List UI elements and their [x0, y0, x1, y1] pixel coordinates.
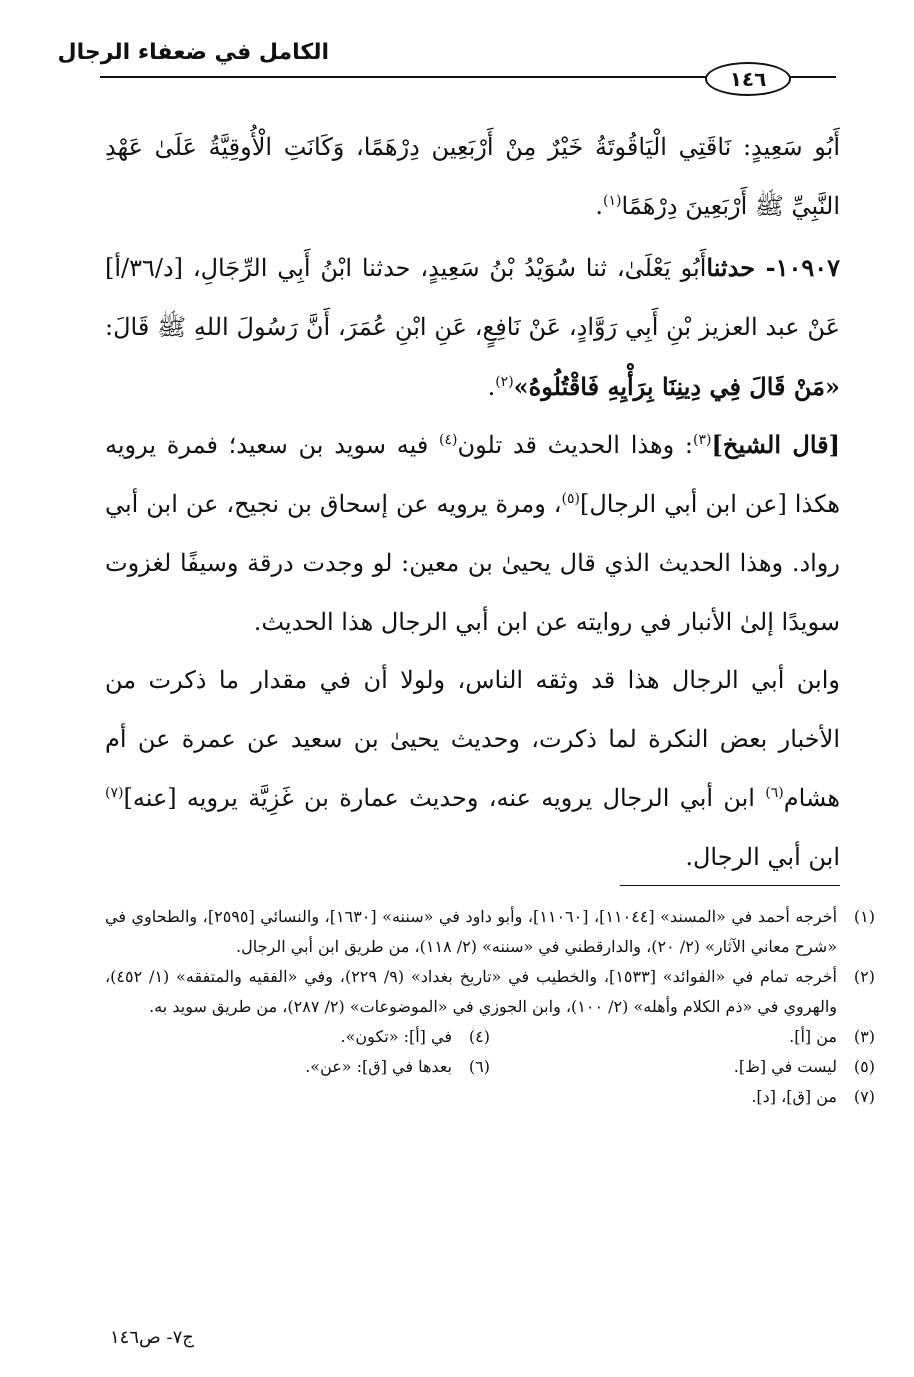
footnote-ref-6[interactable]: (٦): [765, 785, 784, 801]
paragraph-4-text-a: وابن أبي الرجال هذا قد وثقه الناس، ولولا أن في مقدار ما ذكرت من الأخبار بعض النكرة لما ذكرت، وحديث يحيىٰ بن سعيد عن عمرة عن أم هشام: [105, 666, 841, 812]
paragraph-3-text-a: : وهذا الحديث قد تلون: [457, 431, 694, 459]
paragraph-3-text-b: فيه سويد بن سعيد؛ فمرة يرويه هكذا [عن ابن أبي الرجال]: [105, 431, 840, 518]
paragraph-2-end: .: [487, 373, 496, 401]
footnote-ref-4[interactable]: (٤): [439, 432, 458, 448]
paragraph-2-text: أَبُو يَعْلَىٰ، ثنا سُوَيْدُ بْنُ سَعِيدٍ، حدثنا ابْنُ أَبِي الرِّجَالِ، [د/٣٦/أ] عَنْ عبد العزيز بْنِ أَبِي رَوَّادٍ، عَنْ نَافِعٍ، عَنِ ابْنِ عُمَرَ، أَنَّ رَسُولَ اللهِ ﷺ قَالَ:: [105, 254, 840, 341]
paragraph-4-text-c: ابن أبي الرجال.: [685, 843, 840, 871]
running-title: الكامل في ضعفاء الرجال: [57, 40, 329, 65]
footnote-text: ليست في [ظ].: [733, 1057, 837, 1076]
footnote-number: (٦): [468, 1057, 490, 1076]
footnote-ref-7[interactable]: (٧): [105, 785, 124, 801]
footnote-text: من [أ].: [789, 1027, 837, 1046]
footnote-number: (٤): [468, 1027, 490, 1046]
footnote-ref-3[interactable]: (٣): [693, 432, 712, 448]
paragraph-4-text-b: ابن أبي الرجال يرويه عنه، وحديث عمارة بن غَزِيَّة يرويه [عنه]: [123, 784, 766, 812]
footnote-text: أخرجه أحمد في «المسند» [١١٠٤٤]، [١١٠٦٠]، وأبو داود في «سننه» [١٦٣٠]، والنسائي [٢٥٩٥]، والطحاوي في «شرح معاني الآثار» (٢/ ٢٠)، والدارقطني في «سننه» (٢/ ١١٨)، من طريق ابن أبي الرجال.: [105, 907, 838, 956]
hadith-quote: «مَنْ قَالَ فِي دِينِنَا بِرَأْيِهِ فَاقْتُلُوهُ»: [513, 372, 840, 401]
sheikh-label: [قال الشيخ]: [711, 430, 841, 459]
footnote-number: (٧): [853, 1087, 875, 1106]
footnote-ref-5[interactable]: (٥): [561, 491, 580, 507]
footnote-text: أخرجه تمام في «الفوائد» [١٥٣٣]، والخطيب في «تاريخ بغداد» (٩/ ٢٢٩)، وفي «الفقيه والمتفقه» (١/ ٤٥٢)، والهروي في «ذم الكلام وأهله» (٢/ ١٠٠)، وابن الجوزي في «الموضوعات» (٢/ ٢٨٧)، من طريق سويد به.: [105, 967, 837, 1016]
page-number: ١٤٦: [705, 62, 791, 96]
footnote-5: [490, 1052, 875, 1082]
footnote-3: [490, 1022, 875, 1052]
footnote-text: من [ق]، [د].: [751, 1087, 837, 1106]
paragraph-3-text-c: ، ومرة يرويه عن إسحاق بن نجيح، عن ابن أبي رواد. وهذا الحديث الذي قال يحيىٰ بن معين: لو وجدت درقة وسيفًا لغزوت سويدًا إلىٰ الأنبار في روايته عن ابن أبي الرجال هذا الحديث.: [105, 490, 840, 636]
footnote-1: [105, 902, 875, 962]
hadith-number: ١٠٩٠٧- حدثنا: [706, 253, 841, 282]
footnote-ref-1[interactable]: (١): [603, 193, 622, 209]
footnote-number: (٢): [853, 967, 875, 986]
footnote-2: [105, 962, 875, 1022]
footnote-4: [105, 1022, 490, 1052]
footnote-number: (٥): [853, 1057, 875, 1076]
volume-page-ref: ج٧- ص١٤٦: [110, 1327, 194, 1348]
footnote-6: [105, 1052, 490, 1082]
paragraph-3: [105, 415, 840, 652]
footnote-text: بعدها في [ق]: «عن».: [305, 1057, 452, 1076]
footnote-row-3-4: [105, 1022, 875, 1052]
footnote-number: (١): [853, 907, 875, 926]
paragraph-1-end: .: [595, 192, 604, 220]
footnote-ref-2[interactable]: (٢): [495, 374, 514, 390]
footnote-row-5-6: [105, 1052, 875, 1082]
paragraph-4: [105, 651, 840, 887]
paragraph-1: [105, 118, 840, 236]
footnotes: [105, 902, 875, 1112]
paragraph-2: [105, 238, 840, 417]
footnote-7: [105, 1082, 875, 1112]
paragraph-1-text: أَبُو سَعِيدٍ: نَاقَتِي الْيَاقُوتَةُ خَيْرٌ مِنْ أَرْبَعِين دِرْهَمًا، وَكَانَتِ الْأُوقِيَّةُ عَلَىٰ عَهْدِ النَّبِيِّ ﷺ أَرْبَعِينَ دِرْهَمًا: [105, 133, 840, 220]
footnote-text: في [أ]: «تكون».: [340, 1027, 452, 1046]
footnote-rule: [620, 885, 840, 886]
footnote-number: (٣): [853, 1027, 875, 1046]
